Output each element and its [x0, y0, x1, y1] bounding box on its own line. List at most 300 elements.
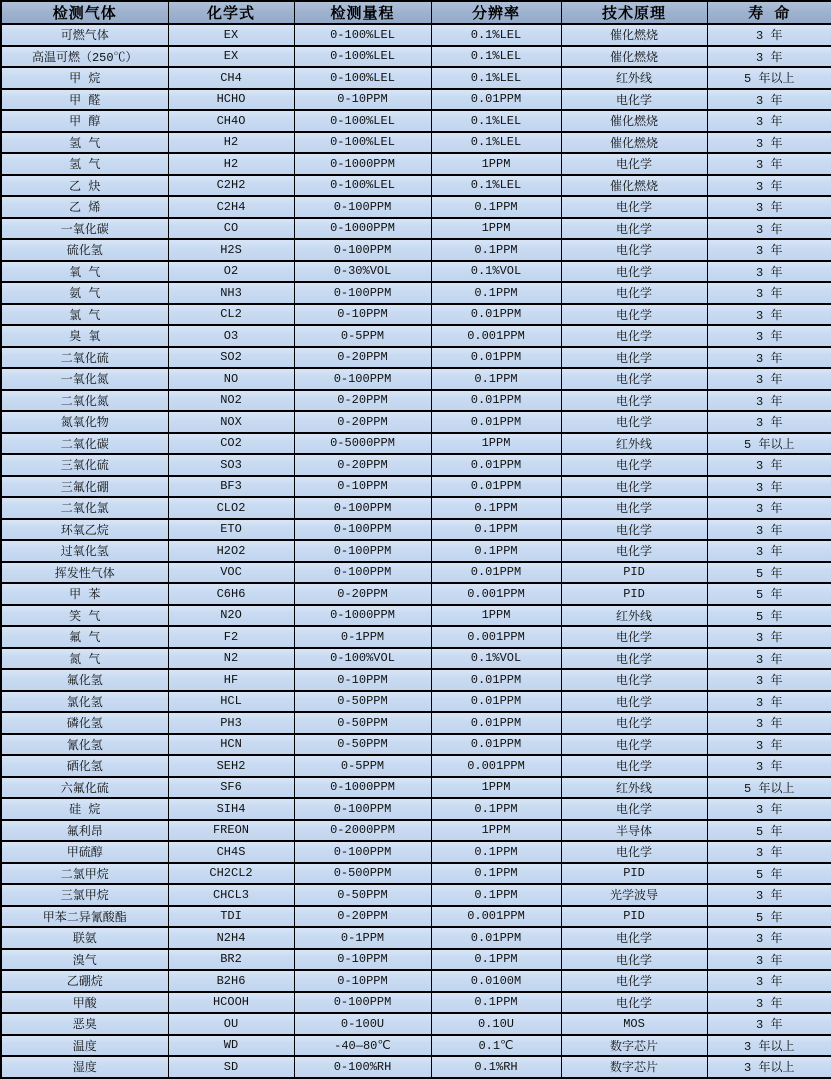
cell-principle: 催化燃烧 [561, 175, 707, 197]
cell-gas: 环氧乙烷 [1, 519, 168, 541]
cell-formula: NO [168, 368, 294, 390]
cell-lifespan: 3 年 [707, 691, 831, 713]
cell-lifespan: 5 年 [707, 820, 831, 842]
cell-range: 0-5PPM [294, 755, 431, 777]
cell-formula: N2O [168, 605, 294, 627]
cell-principle: 电化学 [561, 368, 707, 390]
cell-gas: 氟利昂 [1, 820, 168, 842]
cell-resolution: 1PPM [431, 433, 561, 455]
cell-range: 0-50PPM [294, 712, 431, 734]
cell-range: 0-100%LEL [294, 110, 431, 132]
table-row [1, 605, 831, 627]
cell-gas: 三氟化硼 [1, 476, 168, 498]
cell-range: 0-5PPM [294, 325, 431, 347]
table-body [1, 24, 831, 1078]
cell-principle: 电化学 [561, 304, 707, 326]
cell-gas: 笑 气 [1, 605, 168, 627]
cell-principle: 电化学 [561, 755, 707, 777]
cell-range: 0-20PPM [294, 583, 431, 605]
cell-gas: 硫化氢 [1, 239, 168, 261]
cell-formula: C2H4 [168, 196, 294, 218]
cell-principle: 电化学 [561, 519, 707, 541]
cell-gas: 氧 气 [1, 261, 168, 283]
cell-lifespan: 3 年 [707, 239, 831, 261]
table-row [1, 691, 831, 713]
header-resolution: 分辨率 [431, 1, 561, 24]
cell-lifespan: 3 年 [707, 734, 831, 756]
cell-formula: NH3 [168, 282, 294, 304]
cell-principle: 电化学 [561, 325, 707, 347]
cell-resolution: 0.01PPM [431, 347, 561, 369]
cell-formula: ETO [168, 519, 294, 541]
cell-formula: EX [168, 24, 294, 46]
cell-formula: CH2CL2 [168, 863, 294, 885]
cell-principle: 电化学 [561, 261, 707, 283]
cell-formula: CO [168, 218, 294, 240]
table-row [1, 669, 831, 691]
cell-principle: 催化燃烧 [561, 24, 707, 46]
cell-principle: 电化学 [561, 712, 707, 734]
cell-resolution: 0.1PPM [431, 949, 561, 971]
cell-range: 0-30%VOL [294, 261, 431, 283]
table-row [1, 282, 831, 304]
cell-gas: 二氧化硫 [1, 347, 168, 369]
cell-gas: 乙 炔 [1, 175, 168, 197]
cell-gas: 氨 气 [1, 282, 168, 304]
cell-principle: 红外线 [561, 433, 707, 455]
cell-principle: MOS [561, 1013, 707, 1035]
cell-resolution: 0.001PPM [431, 325, 561, 347]
cell-lifespan: 3 年 [707, 884, 831, 906]
cell-formula: H2S [168, 239, 294, 261]
cell-gas: 溴气 [1, 949, 168, 971]
cell-principle: 电化学 [561, 734, 707, 756]
cell-principle: 电化学 [561, 476, 707, 498]
cell-resolution: 0.1PPM [431, 992, 561, 1014]
table-row [1, 218, 831, 240]
table-row [1, 411, 831, 433]
cell-range: 0-2000PPM [294, 820, 431, 842]
header-formula: 化学式 [168, 1, 294, 24]
cell-lifespan: 3 年 [707, 712, 831, 734]
cell-lifespan: 3 年 [707, 454, 831, 476]
cell-gas: 二氧化氮 [1, 390, 168, 412]
header-row [1, 1, 831, 24]
cell-gas: 乙硼烷 [1, 970, 168, 992]
cell-range: 0-10PPM [294, 89, 431, 111]
cell-lifespan: 3 年 [707, 949, 831, 971]
cell-principle: PID [561, 863, 707, 885]
cell-formula: FREON [168, 820, 294, 842]
cell-range: 0-10PPM [294, 476, 431, 498]
cell-principle: 电化学 [561, 949, 707, 971]
cell-gas: 二氧化氯 [1, 497, 168, 519]
cell-range: 0-100PPM [294, 540, 431, 562]
cell-resolution: 1PPM [431, 605, 561, 627]
table-row [1, 261, 831, 283]
cell-lifespan: 3 年 [707, 798, 831, 820]
cell-formula: CHCL3 [168, 884, 294, 906]
cell-range: 0-100PPM [294, 497, 431, 519]
cell-lifespan: 3 年 [707, 304, 831, 326]
cell-lifespan: 3 年 [707, 626, 831, 648]
cell-resolution: 0.01PPM [431, 89, 561, 111]
cell-lifespan: 3 年 [707, 540, 831, 562]
cell-principle: 电化学 [561, 992, 707, 1014]
cell-principle: 电化学 [561, 282, 707, 304]
table-row [1, 476, 831, 498]
cell-gas: 六氟化硫 [1, 777, 168, 799]
cell-resolution: 0.0100M [431, 970, 561, 992]
cell-formula: SIH4 [168, 798, 294, 820]
cell-resolution: 0.1%LEL [431, 175, 561, 197]
cell-lifespan: 3 年 [707, 347, 831, 369]
table-row [1, 884, 831, 906]
cell-lifespan: 5 年 [707, 906, 831, 928]
cell-gas: 氢 气 [1, 132, 168, 154]
table-row [1, 1013, 831, 1035]
cell-resolution: 0.1PPM [431, 368, 561, 390]
table-row [1, 798, 831, 820]
cell-lifespan: 3 年以上 [707, 1035, 831, 1057]
cell-range: 0-10PPM [294, 669, 431, 691]
header-principle: 技术原理 [561, 1, 707, 24]
cell-gas: 三氧化硫 [1, 454, 168, 476]
cell-formula: CO2 [168, 433, 294, 455]
table-row [1, 24, 831, 46]
cell-resolution: 1PPM [431, 820, 561, 842]
cell-range: 0-50PPM [294, 734, 431, 756]
cell-formula: C6H6 [168, 583, 294, 605]
cell-formula: WD [168, 1035, 294, 1057]
cell-gas: 氮 气 [1, 648, 168, 670]
table-row [1, 927, 831, 949]
table-row [1, 755, 831, 777]
cell-principle: 电化学 [561, 970, 707, 992]
cell-gas: 湿度 [1, 1056, 168, 1078]
cell-lifespan: 3 年 [707, 927, 831, 949]
cell-principle: 电化学 [561, 196, 707, 218]
cell-range: 0-50PPM [294, 691, 431, 713]
cell-principle: 红外线 [561, 777, 707, 799]
cell-gas: 氟化氢 [1, 669, 168, 691]
cell-lifespan: 5 年 [707, 562, 831, 584]
cell-principle: PID [561, 906, 707, 928]
cell-range: 0-20PPM [294, 906, 431, 928]
cell-gas: 臭 氧 [1, 325, 168, 347]
table-row [1, 67, 831, 89]
cell-range: 0-100%LEL [294, 24, 431, 46]
cell-resolution: 0.1PPM [431, 798, 561, 820]
cell-range: 0-1PPM [294, 927, 431, 949]
cell-range: 0-100%LEL [294, 46, 431, 68]
table-row [1, 89, 831, 111]
table-row [1, 1056, 831, 1078]
table-row [1, 540, 831, 562]
cell-principle: PID [561, 562, 707, 584]
cell-principle: 数字芯片 [561, 1035, 707, 1057]
cell-resolution: 0.001PPM [431, 906, 561, 928]
cell-gas: 高温可燃（250℃） [1, 46, 168, 68]
cell-lifespan: 3 年 [707, 390, 831, 412]
cell-lifespan: 3 年 [707, 46, 831, 68]
cell-gas: 甲苯二异氰酸酯 [1, 906, 168, 928]
cell-lifespan: 3 年 [707, 175, 831, 197]
cell-formula: SO3 [168, 454, 294, 476]
cell-range: 0-100%VOL [294, 648, 431, 670]
cell-lifespan: 3 年 [707, 992, 831, 1014]
cell-lifespan: 3 年 [707, 196, 831, 218]
cell-principle: 电化学 [561, 153, 707, 175]
cell-range: 0-1000PPM [294, 605, 431, 627]
cell-principle: 电化学 [561, 841, 707, 863]
cell-resolution: 0.1%LEL [431, 67, 561, 89]
cell-formula: NOX [168, 411, 294, 433]
cell-resolution: 0.1PPM [431, 497, 561, 519]
cell-gas: 联氨 [1, 927, 168, 949]
cell-range: 0-20PPM [294, 454, 431, 476]
cell-range: 0-1000PPM [294, 218, 431, 240]
cell-formula: CH4O [168, 110, 294, 132]
cell-gas: 乙 烯 [1, 196, 168, 218]
cell-gas: 一氧化氮 [1, 368, 168, 390]
cell-resolution: 0.10U [431, 1013, 561, 1035]
cell-formula: SEH2 [168, 755, 294, 777]
table-row [1, 132, 831, 154]
cell-formula: HCN [168, 734, 294, 756]
cell-range: 0-100%LEL [294, 132, 431, 154]
cell-lifespan: 5 年 [707, 605, 831, 627]
cell-principle: 电化学 [561, 411, 707, 433]
cell-principle: 电化学 [561, 89, 707, 111]
cell-range: 0-100U [294, 1013, 431, 1035]
cell-principle: 电化学 [561, 347, 707, 369]
cell-lifespan: 3 年 [707, 970, 831, 992]
cell-formula: NO2 [168, 390, 294, 412]
cell-formula: SO2 [168, 347, 294, 369]
cell-gas: 甲硫醇 [1, 841, 168, 863]
table-row [1, 46, 831, 68]
cell-lifespan: 3 年 [707, 519, 831, 541]
table-row [1, 712, 831, 734]
table-row [1, 970, 831, 992]
cell-lifespan: 3 年 [707, 24, 831, 46]
cell-resolution: 0.01PPM [431, 454, 561, 476]
cell-range: 0-20PPM [294, 347, 431, 369]
cell-resolution: 0.1%LEL [431, 24, 561, 46]
cell-gas: 可燃气体 [1, 24, 168, 46]
table-row [1, 368, 831, 390]
cell-principle: 数字芯片 [561, 1056, 707, 1078]
cell-range: 0-10PPM [294, 970, 431, 992]
table-row [1, 110, 831, 132]
cell-resolution: 0.01PPM [431, 390, 561, 412]
cell-principle: 催化燃烧 [561, 110, 707, 132]
cell-lifespan: 3 年 [707, 110, 831, 132]
table-row [1, 497, 831, 519]
cell-resolution: 0.01PPM [431, 712, 561, 734]
cell-formula: O3 [168, 325, 294, 347]
cell-formula: PH3 [168, 712, 294, 734]
cell-gas: 甲 苯 [1, 583, 168, 605]
cell-formula: VOC [168, 562, 294, 584]
cell-formula: SF6 [168, 777, 294, 799]
cell-lifespan: 3 年 [707, 218, 831, 240]
cell-range: -40—80℃ [294, 1035, 431, 1057]
table-row [1, 390, 831, 412]
table-row [1, 734, 831, 756]
table-row [1, 454, 831, 476]
cell-gas: 甲酸 [1, 992, 168, 1014]
cell-resolution: 0.1PPM [431, 884, 561, 906]
cell-lifespan: 5 年以上 [707, 67, 831, 89]
cell-resolution: 0.1%VOL [431, 648, 561, 670]
cell-principle: 电化学 [561, 691, 707, 713]
table-row [1, 433, 831, 455]
cell-formula: H2O2 [168, 540, 294, 562]
cell-resolution: 0.1PPM [431, 196, 561, 218]
table-row [1, 175, 831, 197]
cell-principle: 电化学 [561, 239, 707, 261]
table-row [1, 239, 831, 261]
cell-principle: 催化燃烧 [561, 46, 707, 68]
cell-principle: 电化学 [561, 669, 707, 691]
cell-resolution: 0.1%LEL [431, 46, 561, 68]
cell-principle: 电化学 [561, 798, 707, 820]
cell-formula: HCOOH [168, 992, 294, 1014]
cell-resolution: 0.01PPM [431, 304, 561, 326]
cell-formula: C2H2 [168, 175, 294, 197]
cell-gas: 二氧化碳 [1, 433, 168, 455]
cell-range: 0-100PPM [294, 519, 431, 541]
cell-resolution: 0.1PPM [431, 863, 561, 885]
cell-principle: 红外线 [561, 67, 707, 89]
cell-gas: 温度 [1, 1035, 168, 1057]
cell-lifespan: 3 年 [707, 368, 831, 390]
cell-resolution: 0.1PPM [431, 239, 561, 261]
cell-range: 0-50PPM [294, 884, 431, 906]
header-lifespan: 寿 命 [707, 1, 831, 24]
cell-range: 0-100PPM [294, 562, 431, 584]
cell-range: 0-100%RH [294, 1056, 431, 1078]
cell-resolution: 0.1%LEL [431, 132, 561, 154]
cell-gas: 氮氧化物 [1, 411, 168, 433]
cell-principle: 半导体 [561, 820, 707, 842]
cell-resolution: 0.01PPM [431, 927, 561, 949]
cell-lifespan: 5 年 [707, 583, 831, 605]
cell-gas: 甲 烷 [1, 67, 168, 89]
cell-formula: HCL [168, 691, 294, 713]
cell-lifespan: 5 年以上 [707, 433, 831, 455]
cell-lifespan: 3 年 [707, 841, 831, 863]
cell-lifespan: 3 年 [707, 755, 831, 777]
cell-gas: 三氯甲烷 [1, 884, 168, 906]
cell-gas: 硒化氢 [1, 755, 168, 777]
cell-principle: 红外线 [561, 605, 707, 627]
table-row [1, 562, 831, 584]
cell-resolution: 1PPM [431, 218, 561, 240]
table-row [1, 1035, 831, 1057]
cell-lifespan: 5 年以上 [707, 777, 831, 799]
cell-resolution: 0.001PPM [431, 755, 561, 777]
table-row [1, 906, 831, 928]
cell-formula: CH4S [168, 841, 294, 863]
cell-lifespan: 3 年 [707, 648, 831, 670]
cell-formula: OU [168, 1013, 294, 1035]
cell-resolution: 0.01PPM [431, 669, 561, 691]
cell-range: 0-1000PPM [294, 153, 431, 175]
table-row [1, 626, 831, 648]
cell-gas: 氰化氢 [1, 734, 168, 756]
cell-range: 0-100PPM [294, 992, 431, 1014]
cell-resolution: 0.1PPM [431, 282, 561, 304]
cell-principle: 电化学 [561, 218, 707, 240]
cell-gas: 氢 气 [1, 153, 168, 175]
cell-gas: 挥发性气体 [1, 562, 168, 584]
cell-lifespan: 3 年 [707, 89, 831, 111]
cell-principle: 电化学 [561, 497, 707, 519]
cell-resolution: 0.01PPM [431, 411, 561, 433]
cell-resolution: 1PPM [431, 777, 561, 799]
cell-range: 0-100PPM [294, 239, 431, 261]
cell-resolution: 0.001PPM [431, 583, 561, 605]
cell-range: 0-100%LEL [294, 175, 431, 197]
cell-formula: N2H4 [168, 927, 294, 949]
cell-lifespan: 3 年 [707, 325, 831, 347]
cell-principle: 光学波导 [561, 884, 707, 906]
cell-gas: 甲 醛 [1, 89, 168, 111]
cell-resolution: 0.01PPM [431, 476, 561, 498]
cell-lifespan: 5 年 [707, 863, 831, 885]
cell-range: 0-100PPM [294, 368, 431, 390]
cell-formula: TDI [168, 906, 294, 928]
cell-formula: HCHO [168, 89, 294, 111]
cell-formula: CL2 [168, 304, 294, 326]
cell-formula: BF3 [168, 476, 294, 498]
cell-principle: PID [561, 583, 707, 605]
table-row [1, 820, 831, 842]
cell-resolution: 0.01PPM [431, 562, 561, 584]
cell-formula: HF [168, 669, 294, 691]
cell-range: 0-100PPM [294, 798, 431, 820]
cell-resolution: 0.1PPM [431, 540, 561, 562]
cell-formula: H2 [168, 153, 294, 175]
header-gas: 检测气体 [1, 1, 168, 24]
cell-formula: B2H6 [168, 970, 294, 992]
table-row [1, 304, 831, 326]
cell-lifespan: 3 年 [707, 282, 831, 304]
cell-resolution: 0.1PPM [431, 519, 561, 541]
cell-range: 0-10PPM [294, 304, 431, 326]
cell-lifespan: 3 年 [707, 669, 831, 691]
cell-range: 0-20PPM [294, 411, 431, 433]
cell-principle: 电化学 [561, 626, 707, 648]
cell-range: 0-100PPM [294, 282, 431, 304]
cell-formula: BR2 [168, 949, 294, 971]
cell-principle: 电化学 [561, 454, 707, 476]
cell-principle: 电化学 [561, 540, 707, 562]
table-row [1, 325, 831, 347]
cell-resolution: 0.001PPM [431, 626, 561, 648]
cell-range: 0-500PPM [294, 863, 431, 885]
table-row [1, 777, 831, 799]
cell-range: 0-10PPM [294, 949, 431, 971]
cell-range: 0-20PPM [294, 390, 431, 412]
cell-range: 0-100PPM [294, 841, 431, 863]
cell-gas: 恶臭 [1, 1013, 168, 1035]
cell-lifespan: 3 年以上 [707, 1056, 831, 1078]
cell-range: 0-5000PPM [294, 433, 431, 455]
